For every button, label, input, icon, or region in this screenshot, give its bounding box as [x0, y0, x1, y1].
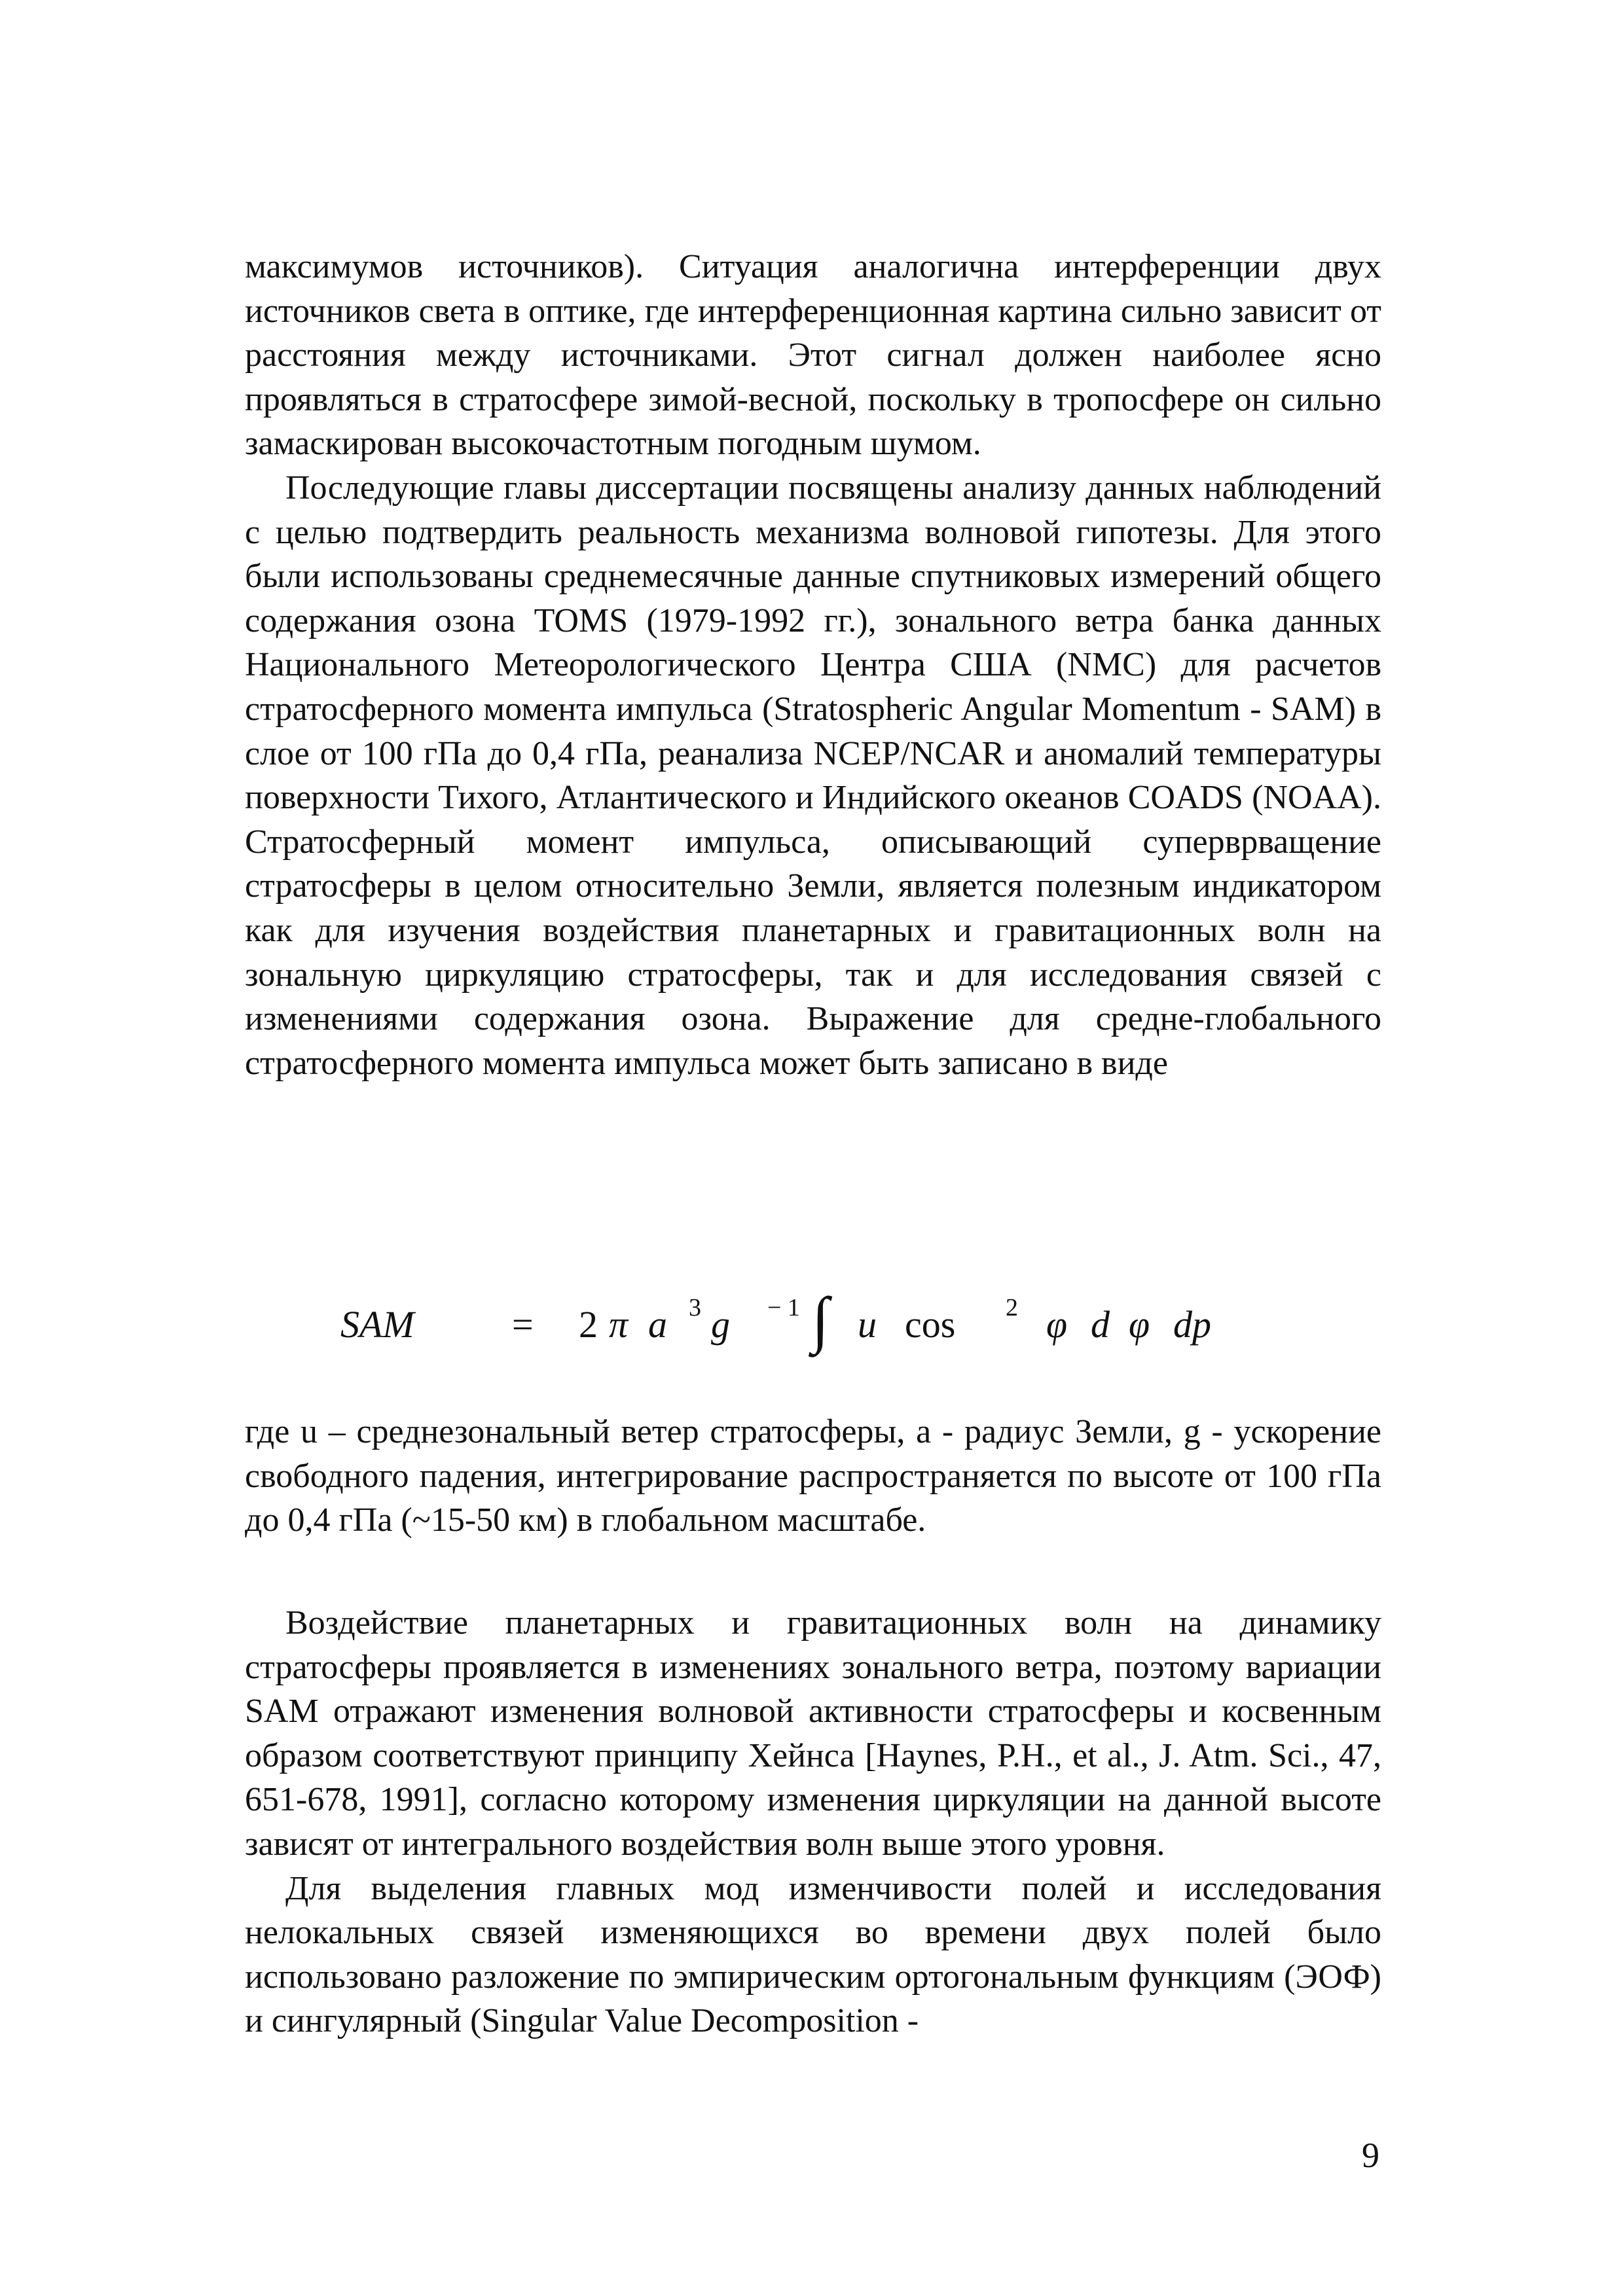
formula-integral: ∫ [812, 1284, 830, 1354]
formula-two: 2 [579, 1303, 598, 1346]
formula-lhs: SAM [340, 1303, 414, 1346]
paragraph-wave-impact: Воздействие планетарных и гравитационных волн на динамику стратосферы проявляется в изменениях зонального ветра, поэтому вариации SAM отражают изменения волновой активности стратосферы и косвенным образом соответствуют принципу Хейнса [Haynes, P.H., et al., J. Atm. Sci., 47, 651-678, 1991], согласно которому изменения циркуляции на данной высоте зависят от интегрального воздействия волн выше этого уровня. [245, 1604, 1381, 1863]
text-block-bottom [245, 1601, 1381, 2043]
formula-exp-neg1: − 1 [767, 1294, 800, 1321]
formula-phi-1: φ [1046, 1303, 1068, 1346]
text-block-top [245, 245, 1381, 1085]
sam-formula [340, 1284, 1322, 1388]
formula-u: u [858, 1303, 877, 1346]
formula-equals: = [512, 1303, 534, 1346]
page-number: 9 [1362, 2136, 1379, 2175]
formula-cos: cos [905, 1303, 956, 1346]
paragraph-eof-svd: Для выделения главных мод изменчивости полей и исследования нелокальных связей изменяющихся во времени двух полей было использовано разложение по эмпирическим ортогональным функциям (ЭОФ) и сингулярный (Singular Value Decomposition - [245, 1869, 1381, 2040]
formula-g: g [711, 1303, 730, 1346]
paragraph-formula-explanation: где u – среднезональный ветер стратосферы, a - радиус Земли, g - ускорение свободного падения, интегрирование распространяется по высоте от 100 гПа до 0,4 гПа (~15-50 км) в глобальном масштабе. [245, 1413, 1381, 1539]
formula-d: d [1091, 1303, 1110, 1346]
formula-phi-2: φ [1129, 1303, 1150, 1346]
paragraph-continued: максимумов источников). Ситуация аналогична интерференции двух источников света в оптике, где интерференционная картина сильно зависит от расстояния между источниками. Этот сигнал должен наиболее ясно проявляться в стратосфере зимой-весной, поскольку в тропосфере он сильно замаскирован высокочастотным погодным шумом. [245, 248, 1381, 463]
formula-a: a [648, 1303, 667, 1346]
text-block-formula-explanation [245, 1410, 1381, 1543]
formula-pi: π [609, 1303, 629, 1346]
formula-dp: dp [1173, 1303, 1211, 1346]
paragraph-data-description: Последующие главы диссертации посвящены анализу данных наблюдений с целью подтвердить реальность механизма волновой гипотезы. Для этого были использованы среднемесячные данные спутниковых измерений общего содержания озона TOMS (1979-1992 гг.), зонального ветра банка данных Национального Метеорологического Центра США (NMC) для расчетов стратосферного момента импульса (Stratospheric Angular Momentum - SAM) в слое от 100 гПа до 0,4 гПа, реанализа NCEP/NCAR и аномалий температуры поверхности Тихого, Атлантического и Индийского океанов COADS (NOAA). Стратосферный момент импульса, описывающий суперврващение стратосферы в целом относительно Земли, является полезным индикатором как для изучения воздействия планетарных и гравитационных волн на зональную циркуляцию стратосферы, так и для исследования связей с изменениями содержания озона. Выражение для средне-глобального стратосферного момента импульса может быть записано в виде [245, 469, 1381, 1082]
formula-exp-2: 2 [1006, 1294, 1018, 1321]
formula-exp-3: 3 [689, 1294, 701, 1321]
